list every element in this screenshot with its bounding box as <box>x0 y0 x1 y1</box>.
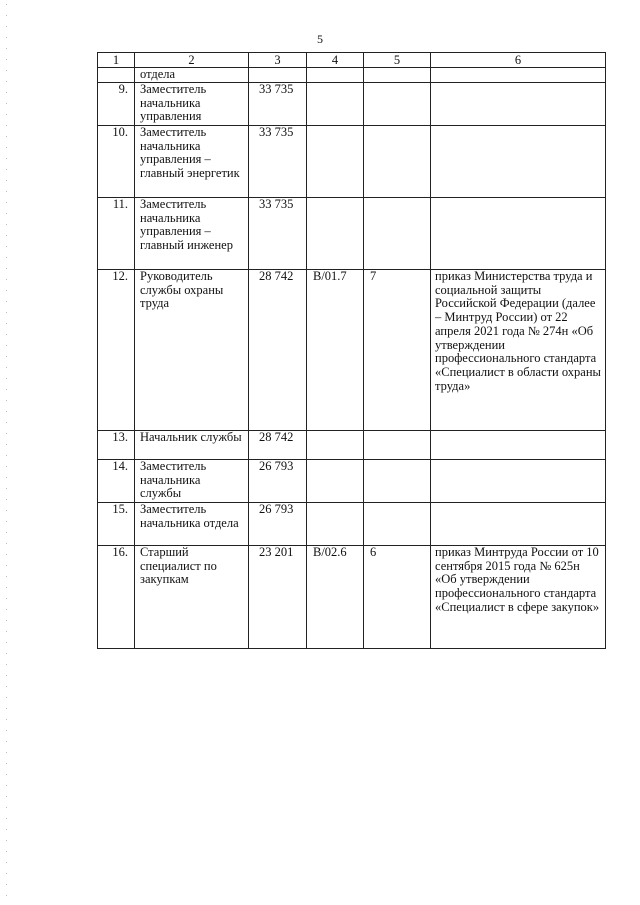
margin-dot <box>6 532 7 533</box>
row-number: 10. <box>98 126 135 198</box>
table-row <box>98 83 606 126</box>
regulatory-document <box>431 126 606 198</box>
table-row <box>98 546 606 649</box>
margin-dot <box>6 719 7 720</box>
margin-dot <box>6 147 7 148</box>
margin-dot <box>6 653 7 654</box>
margin-dot <box>6 444 7 445</box>
salary-value: 33 735 <box>249 83 307 126</box>
position-title: Старший специалист по закупкам <box>135 546 249 649</box>
margin-dot <box>6 895 7 896</box>
margin-dot <box>6 400 7 401</box>
function-code: B/02.6 <box>307 546 364 649</box>
qualification-level: 7 <box>364 270 431 431</box>
regulatory-document <box>431 83 606 126</box>
salary-value: 33 735 <box>249 126 307 198</box>
regulatory-document <box>431 198 606 270</box>
header-col-3: 3 <box>249 53 307 68</box>
position-title: отдела <box>135 68 249 83</box>
margin-dot <box>6 752 7 753</box>
margin-dot <box>6 312 7 313</box>
margin-dot <box>6 301 7 302</box>
function-code: B/01.7 <box>307 270 364 431</box>
function-code <box>307 68 364 83</box>
qualification-level <box>364 431 431 460</box>
row-number: 13. <box>98 431 135 460</box>
margin-dot <box>6 741 7 742</box>
qualification-level <box>364 460 431 503</box>
margin-dot <box>6 565 7 566</box>
margin-dot <box>6 455 7 456</box>
regulatory-document: приказ Минтруда России от 10 сентября 2015 года № 625н «Об утверждении профессионального стандарта «Специалист в сфере закупок» <box>431 546 606 649</box>
qualification-level <box>364 198 431 270</box>
margin-dot <box>6 873 7 874</box>
margin-dot <box>6 730 7 731</box>
margin-dot <box>6 686 7 687</box>
margin-dot <box>6 356 7 357</box>
position-title: Заместитель начальника управления <box>135 83 249 126</box>
margin-dot <box>6 323 7 324</box>
header-col-2: 2 <box>135 53 249 68</box>
margin-dot <box>6 224 7 225</box>
row-number: 14. <box>98 460 135 503</box>
margin-dot <box>6 807 7 808</box>
margin-dot <box>6 609 7 610</box>
margin-dot <box>6 708 7 709</box>
position-title: Заместитель начальника отдела <box>135 503 249 546</box>
margin-dot <box>6 114 7 115</box>
salary-value: 28 742 <box>249 431 307 460</box>
margin-dot <box>6 202 7 203</box>
salary-value: 28 742 <box>249 270 307 431</box>
margin-dot <box>6 510 7 511</box>
margin-dot <box>6 125 7 126</box>
table-row <box>98 68 606 83</box>
margin-dot <box>6 763 7 764</box>
function-code <box>307 126 364 198</box>
position-title: Заместитель начальника службы <box>135 460 249 503</box>
header-col-6: 6 <box>431 53 606 68</box>
header-col-5: 5 <box>364 53 431 68</box>
regulatory-document <box>431 68 606 83</box>
margin-dot <box>6 290 7 291</box>
margin-dot <box>6 785 7 786</box>
margin-dot <box>6 675 7 676</box>
staff-salary-table <box>97 52 606 649</box>
header-col-4: 4 <box>307 53 364 68</box>
function-code <box>307 503 364 546</box>
margin-dot <box>6 697 7 698</box>
margin-dot <box>6 389 7 390</box>
margin-dot <box>6 81 7 82</box>
header-col-1: 1 <box>98 53 135 68</box>
margin-dot <box>6 334 7 335</box>
table-row <box>98 270 606 431</box>
regulatory-document: приказ Министерства труда и социальной защиты Российской Федерации (далее – Минтруд России) от 22 апреля 2021 года № 274н «Об утверждении профессионального стандарта «Специалист в области охраны труда» <box>431 270 606 431</box>
qualification-level <box>364 126 431 198</box>
row-number: 9. <box>98 83 135 126</box>
page-number: 5 <box>317 32 323 46</box>
margin-dot <box>6 488 7 489</box>
margin-dot <box>6 543 7 544</box>
margin-dot <box>6 796 7 797</box>
table-row <box>98 460 606 503</box>
margin-dot <box>6 279 7 280</box>
regulatory-document <box>431 431 606 460</box>
row-number: 16. <box>98 546 135 649</box>
margin-dot <box>6 235 7 236</box>
table-row <box>98 198 606 270</box>
margin-dot <box>6 598 7 599</box>
margin-dot <box>6 191 7 192</box>
margin-dot <box>6 620 7 621</box>
margin-dot <box>6 477 7 478</box>
qualification-level <box>364 83 431 126</box>
position-title: Заместитель начальника управления – главный энергетик <box>135 126 249 198</box>
salary-value: 23 201 <box>249 546 307 649</box>
function-code <box>307 83 364 126</box>
margin-dot <box>6 213 7 214</box>
position-title: Руководитель службы охраны труда <box>135 270 249 431</box>
regulatory-document <box>431 460 606 503</box>
margin-dot <box>6 499 7 500</box>
table-row <box>98 431 606 460</box>
qualification-level <box>364 503 431 546</box>
margin-dot <box>6 180 7 181</box>
table-row <box>98 126 606 198</box>
margin-dot <box>6 92 7 93</box>
margin-dot <box>6 521 7 522</box>
position-title: Начальник службы <box>135 431 249 460</box>
margin-dot <box>6 4 7 5</box>
qualification-level: 6 <box>364 546 431 649</box>
margin-dot <box>6 587 7 588</box>
margin-dot <box>6 576 7 577</box>
margin-dot <box>6 257 7 258</box>
staff-table-container <box>97 52 606 649</box>
margin-dot <box>6 840 7 841</box>
margin-dot <box>6 818 7 819</box>
function-code <box>307 460 364 503</box>
table-row <box>98 503 606 546</box>
margin-dot <box>6 367 7 368</box>
function-code <box>307 198 364 270</box>
row-number: 12. <box>98 270 135 431</box>
margin-dot <box>6 642 7 643</box>
margin-dot <box>6 466 7 467</box>
salary-value: 26 793 <box>249 460 307 503</box>
margin-dot <box>6 422 7 423</box>
salary-value: 33 735 <box>249 198 307 270</box>
margin-dot <box>6 268 7 269</box>
qualification-level <box>364 68 431 83</box>
regulatory-document <box>431 503 606 546</box>
margin-dot <box>6 378 7 379</box>
row-number: 11. <box>98 198 135 270</box>
margin-dot <box>6 433 7 434</box>
margin-dot <box>6 884 7 885</box>
margin-dot <box>6 15 7 16</box>
salary-value: 26 793 <box>249 503 307 546</box>
position-title: Заместитель начальника управления – главный инженер <box>135 198 249 270</box>
margin-dot <box>6 48 7 49</box>
margin-dot <box>6 631 7 632</box>
margin-dot <box>6 246 7 247</box>
margin-dot <box>6 554 7 555</box>
margin-dot <box>6 26 7 27</box>
row-number <box>98 68 135 83</box>
margin-dot <box>6 829 7 830</box>
margin-dot <box>6 59 7 60</box>
margin-dot <box>6 103 7 104</box>
margin-dot <box>6 70 7 71</box>
function-code <box>307 431 364 460</box>
row-number: 15. <box>98 503 135 546</box>
margin-dot <box>6 774 7 775</box>
margin-dot <box>6 158 7 159</box>
margin-dot <box>6 862 7 863</box>
margin-dot <box>6 664 7 665</box>
salary-value <box>249 68 307 83</box>
margin-dot <box>6 851 7 852</box>
margin-dot <box>6 411 7 412</box>
margin-dot <box>6 169 7 170</box>
margin-dot <box>6 345 7 346</box>
margin-scan-dots <box>6 0 10 905</box>
margin-dot <box>6 136 7 137</box>
table-header-row <box>98 53 606 68</box>
